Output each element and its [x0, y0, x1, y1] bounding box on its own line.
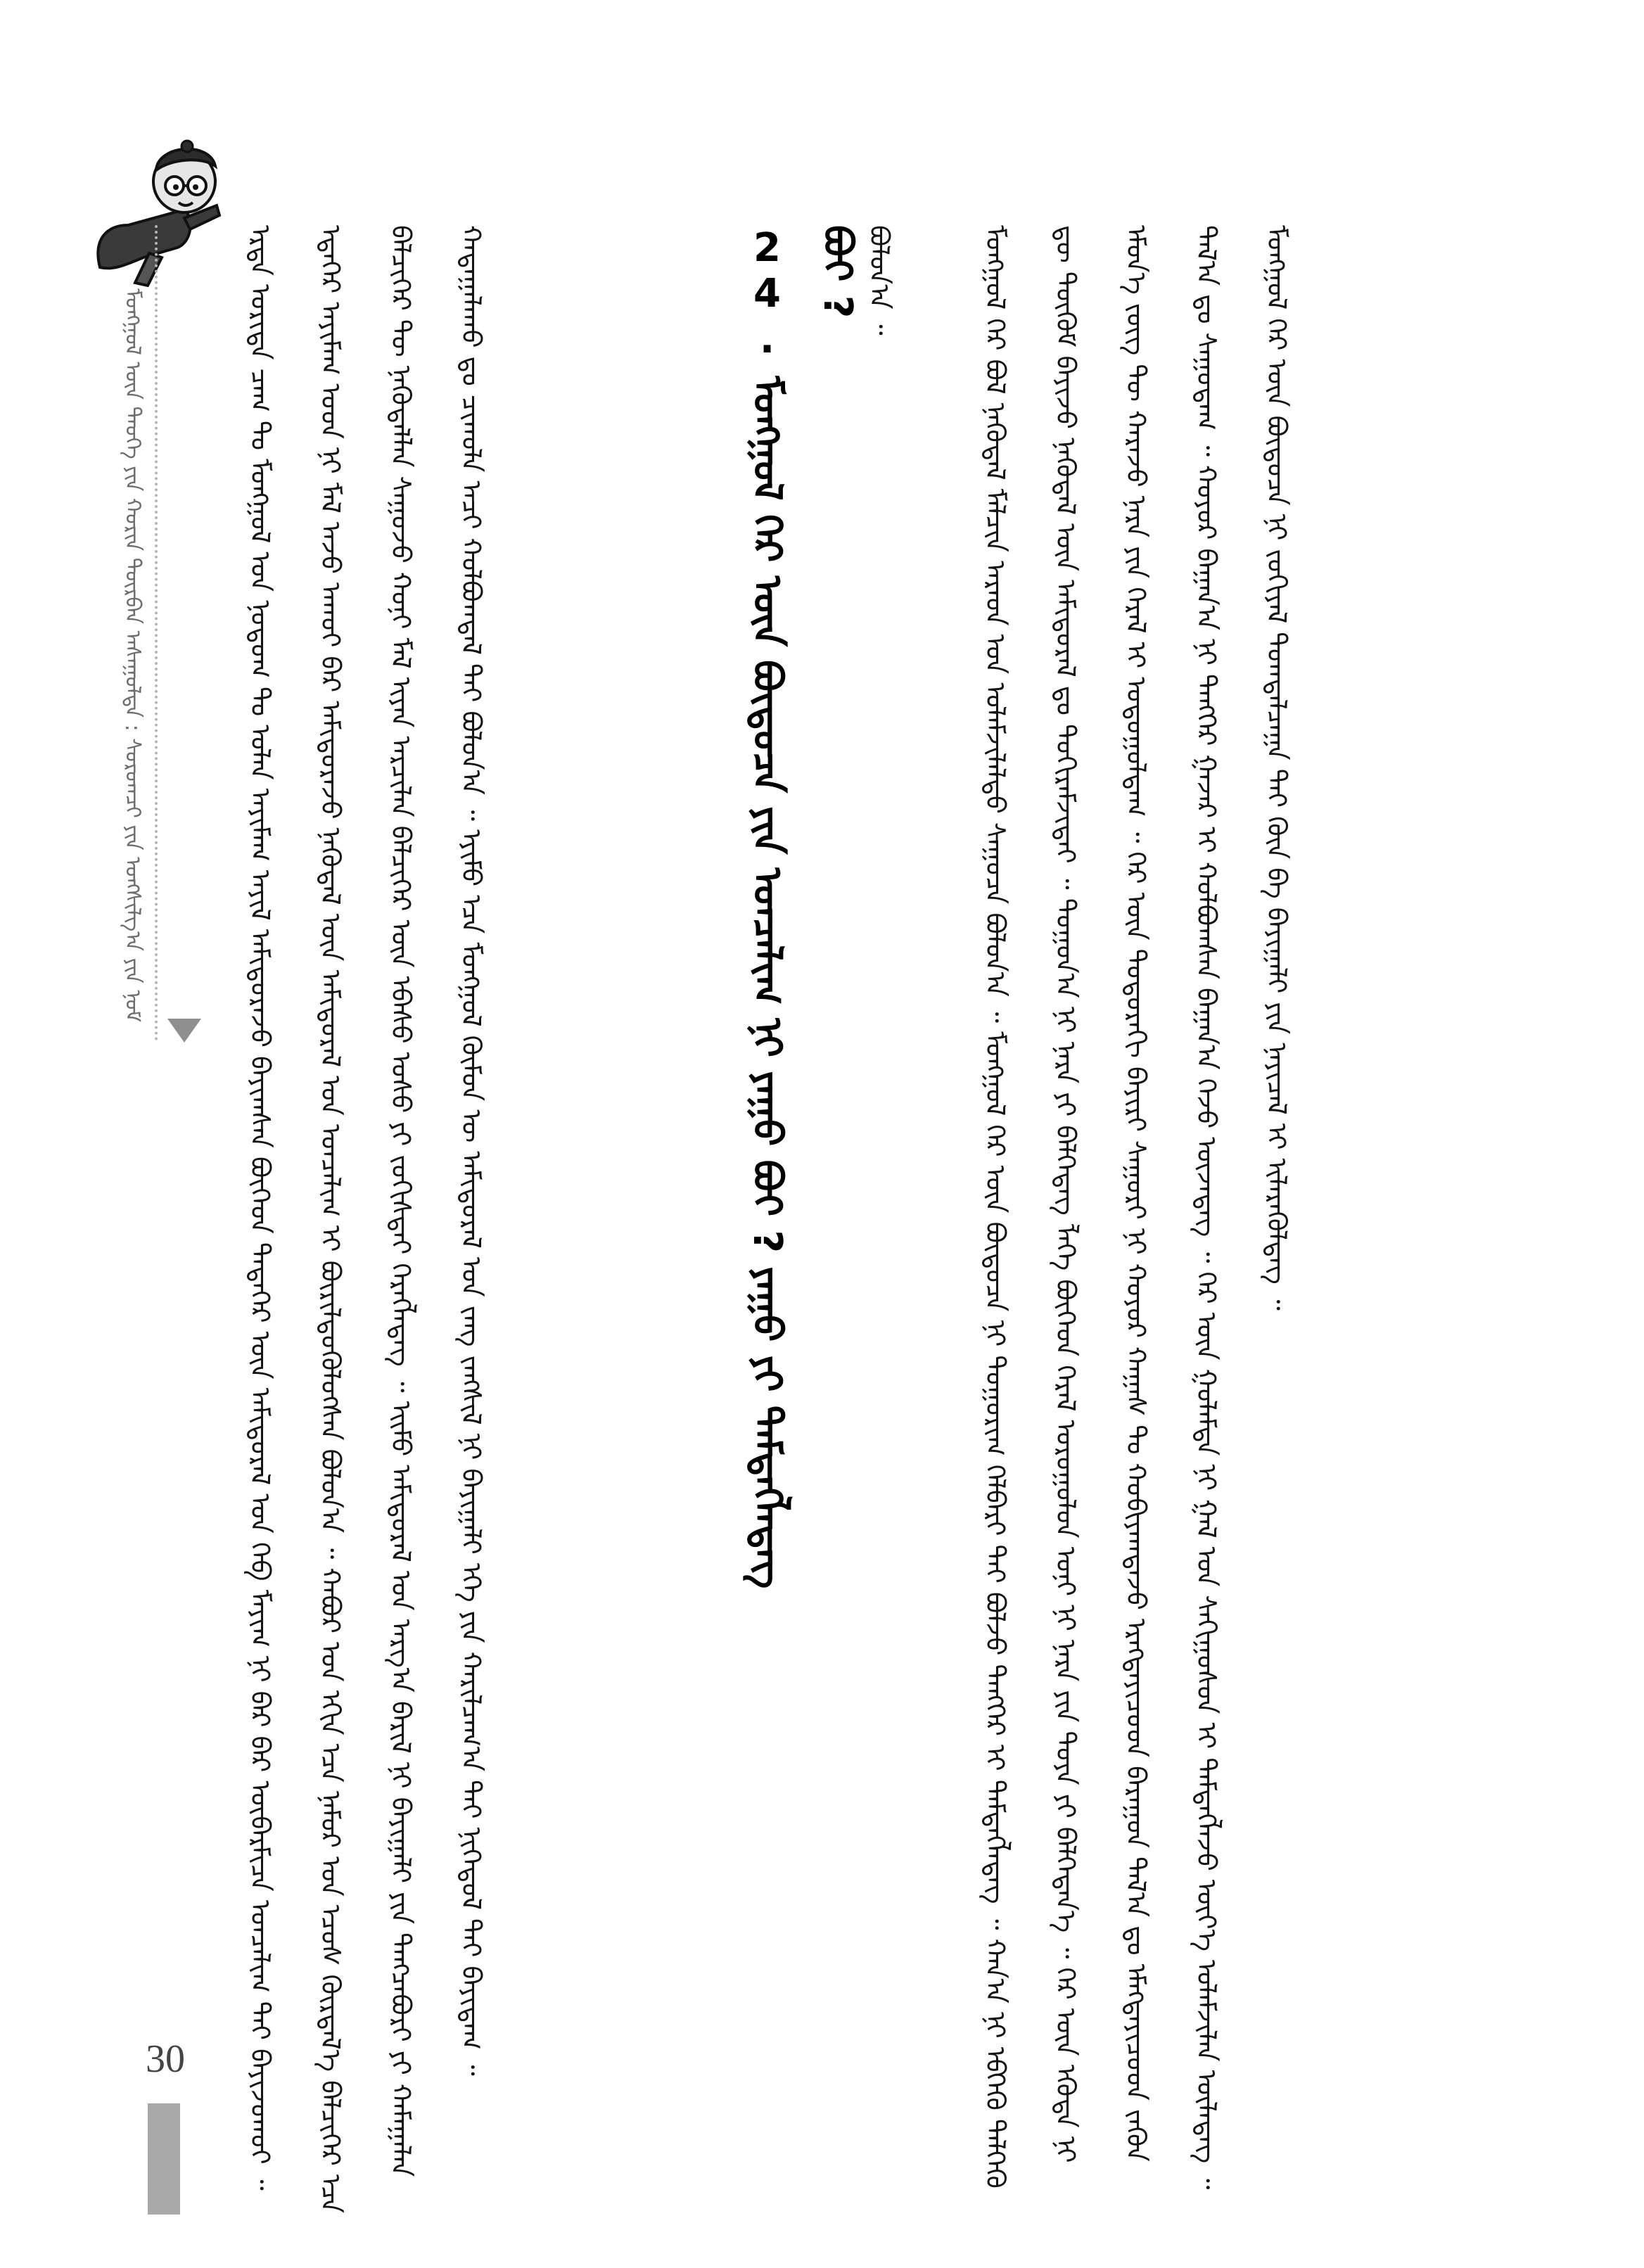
running-head-text: ᠮᠣᠩᠭᠣᠯ ᠦᠨ ᠲᠡᠦᠬᠡ ᠶᠢᠨ ᠬᠣᠷᠢᠨ ᠳᠥᠷᠪᠡᠨ ᠠᠰᠠᠭᠤᠯᠲᠠ : ᠰᠤᠷᠤᠭᠴᠢ ᠶᠢᠨ ᠤᠩᠰᠢᠯᠭ᠎ᠠ ᠶᠢᠨ ᠨᠣᠮ [120, 288, 145, 1022]
question-number: 24. [744, 225, 790, 362]
body-text-block-2: ᠮᠣᠩᠭᠣᠯ ᠭᠡᠷ ᠪᠣᠯ ᠨᠡᠬᠦᠳᠡᠯ ᠮᠠᠯᠴᠢᠨ ᠠᠷᠠᠳ ᠤᠨ ᠤᠯᠠᠮᠵᠢᠯᠠᠯᠲᠤ ᠰᠠᠭᠤᠴᠠ ᠪᠣᠯᠤᠨ᠎ᠠ ᠃ ᠮᠣᠩᠭᠣᠯ ᠭᠡᠷ ᠦᠨ ᠪᠦᠲᠦᠴᠡ ᠨᠢ ᠲᠣᠭᠣᠷᠢᠭ ᠬᠡᠯᠪᠡᠷᠢ ᠲᠡᠢ ᠪᠣᠯᠵᠤ ᠲᠡᠩᠭᠡᠷ ᠢ ᠲᠡᠮᠳᠡᠭᠯᠡᠳᠡᠭ ᠃ ᠬᠠᠨ᠎ᠠ ᠨᠢ ᠡᠪᠬᠡᠬᠦ ᠳᠡᠯᠭᠡᠬᠦ ᠳᠦ ᠳᠥᠬᠦᠮ ᠪᠠᠶᠢᠵᠤ ᠨᠡᠬᠦᠳᠡᠯ ᠦᠨ ᠠᠮᠢᠳᠤᠷᠠᠯ ᠳᠤ ᠲᠣᠬᠢᠷᠠᠮᠵᠢᠲᠠᠶ ᠃ ᠲᠣᠭᠣᠨ᠎ᠠ ᠨᠢ ᠨᠠᠷᠠ ᠶᠢ ᠪᠡᠯᠭᠡᠳᠡᠭ ᠯᠡᠭᠡ ᠪᠥᠭᠡᠳ ᠭᠡᠷᠡᠯ ᠣᠷᠣᠭᠤᠯᠤᠨ ᠤᠨᠢ ᠨᠢ ᠨᠠᠷᠠ ᠶᠢᠨ ᠲᠤᠶᠠ ᠶᠢ ᠪᠡᠯᠭᠡᠳᠡᠨ᠎ᠡ ᠃ ᠭᠡᠷ ᠦᠨ ᠡᠭᠦᠳᠡ ᠨᠢ ᠡᠮᠦᠨ᠎ᠡ ᠵᠦᠭ ᠲᠦ ᠬᠠᠷᠠᠵᠤ ᠨᠠᠷᠠ ᠶᠢᠨ ᠭᠡᠷᠡᠯ ᠢ ᠤᠳᠤᠭᠤᠯᠳᠠᠭ ᠃ ᠭᠡᠷ ᠦᠨ ᠳᠣᠲᠣᠷᠠᠬᠢ ᠪᠠᠶᠢᠷᠢ ᠰᠠᠭᠤᠷᠢ ᠨᠢ ᠬᠣᠶᠣᠷ ᠬᠠᠭᠠᠰ ᠲᠤ ᠬᠤᠪᠢᠶᠠᠭᠳᠠᠵᠤ ᠡᠷᠡᠭᠲᠡᠶᠢᠴᠦᠳ ᠪᠠᠷᠠᠭᠤᠨ ᠲᠠᠯ᠎ᠠ ᠳᠤ ᠡᠮᠡᠭᠲᠡᠶᠢᠴᠦᠳ ᠵᠡᠭᠦᠨ ᠲᠠᠯ᠎ᠠ ᠳᠤ ᠰᠠᠭᠤᠳᠠᠭ ᠃ ᠬᠣᠶᠣᠷ ᠪᠠᠭᠠᠨ᠎ᠠ ᠨᠢ ᠲᠡᠩᠭᠡᠷ ᠭᠠᠵᠠᠷ ᠢ ᠬᠣᠯᠪᠣᠭᠰᠠᠨ ᠪᠠᠭᠠᠨ᠎ᠠ ᠭᠡᠵᠦ ᠦᠵᠡᠳᠡᠭ ᠃ ᠭᠡᠷ ᠦᠨ ᠭᠣᠯᠠᠮᠲᠠ ᠨᠢ ᠭᠠᠯ ᠤᠨ ᠰᠠᠬᠢᠭᠤᠰᠤᠨ ᠢ ᠲᠡᠮᠳᠡᠭᠯᠡᠵᠦ ᠦᠶ᠎ᠡ ᠤᠯᠠᠮᠵᠢᠯᠠᠨ ᠦᠯᠡᠳᠡᠭ ᠃ ᠮᠣᠩᠭᠣᠯ ᠭᠡᠷ ᠦᠨ ᠪᠦᠲᠦᠴᠡ ᠨᠢ ᠵᠣᠬᠢᠶᠠᠯ ᠲᠣᠭᠲᠠᠯᠴᠠᠭᠠ ᠲᠠᠶ ᠬᠦᠨ ᠪᠠ ᠪᠠᠶᠢᠭᠠᠯᠢ ᠶᠢᠨ ᠨᠡᠶᠢᠴᠡᠯ ᠢ ᠢᠯᠡᠷᠡᠭᠦᠯᠳᠡᠭ ᠃ [980, 225, 1292, 2190]
question-heading [732, 225, 860, 1590]
page-number: 30 [146, 2037, 185, 2081]
body-text-block-1: ᠡᠷᠲᠡ ᠤᠷᠢᠳᠠ ᠴᠠᠭ ᠲᠤ ᠮᠣᠩᠭᠣᠯ ᠤᠨ ᠨᠤᠲᠤᠭ ᠲᠤ ᠣᠯᠠᠨ ᠠᠶᠢᠮᠠᠭ ᠠᠶᠢᠯ ᠠᠮᠢᠳᠤᠷᠠᠵᠤ ᠪᠠᠶᠢᠭᠰᠠᠨ ᠪᠥᠭᠡᠳ ᠲᠡᠳᠡᠭᠡᠷ ᠦᠨ ᠠᠮᠢᠳᠤᠷᠠᠯ ᠤᠨ ᠬᠡᠪ ᠮᠠᠶᠢᠭ ᠨᠢ ᠪᠡᠷ ᠪᠡᠷ ᠦᠪᠡᠷᠮᠢᠴᠡ ᠣᠨᠴᠠᠯᠢᠭ ᠲᠠᠶ ᠪᠠᠶᠢᠵᠤᠬᠤᠢ ᠃ ᠡᠳᠡᠭᠡᠷ ᠠᠶᠢᠮᠠᠭ ᠤᠳ ᠨᠢ ᠮᠠᠯ ᠠᠵᠤ ᠠᠬᠤᠢ ᠪᠡᠷ ᠠᠮᠢᠳᠤᠷᠠᠵᠤ ᠨᠡᠬᠦᠳᠡᠯ ᠦᠨ ᠠᠮᠢᠳᠤᠷᠠᠯ ᠤᠨ ᠣᠨᠴᠠᠯᠢᠭ ᠢ ᠪᠦᠷᠢᠯᠳᠦᠭᠦᠯᠦᠭᠰᠡᠨ ᠪᠣᠯᠤᠨ᠎ᠠ ᠃ ᠬᠠᠪᠤᠷ ᠤᠨ ᠡᠬᠢᠨ ᠡᠴᠡ ᠨᠠᠮᠤᠷ ᠤᠨ ᠡᠴᠦᠰ ᠬᠦᠷᠲᠡᠯ᠎ᠡ ᠪᠡᠯᠴᠢᠭᠡᠷ ᠡᠴᠡ ᠪᠡᠯᠴᠢᠭᠡᠷ ᠲᠦ ᠨᠡᠬᠦᠳᠡᠯᠯᠡᠨ ᠰᠠᠭᠤᠵᠤ ᠬᠣᠨᠢ ᠮᠠᠯ ᠢᠶᠠᠨ ᠠᠷᠴᠢᠯᠠᠨ ᠪᠡᠯᠴᠢᠭᠡᠷ ᠦᠨ ᠡᠪᠡᠰᠦ ᠤᠰᠤ ᠶᠢ ᠵᠣᠬᠢᠰᠲᠠᠶ ᠬᠡᠷᠡᠭᠯᠡᠳᠡᠭ ᠃ ᠡᠢᠮᠦ ᠠᠮᠢᠳᠤᠷᠠᠯ ᠤᠨ ᠠᠷᠭ᠎ᠠ ᠪᠠᠷᠢᠯ ᠨᠢ ᠪᠠᠶᠢᠭᠠᠯᠢ ᠶᠢᠨ ᠲᠡᠩᠴᠡᠪᠦᠷᠢ ᠶᠢ ᠬᠠᠮᠠᠭᠠᠯᠠᠨ ᠬᠠᠳᠠᠭᠠᠯᠠᠬᠤ ᠳᠤ ᠴᠢᠬᠤᠯᠠ ᠠᠴᠢ ᠬᠣᠯᠪᠣᠭᠳᠠᠯ ᠲᠠᠶ ᠪᠣᠯᠤᠨ᠎ᠠ ᠃ ᠡᠶᠢᠮᠦ ᠡᠴᠡ ᠮᠣᠩᠭᠣᠯ ᠬᠦᠮᠦᠨ ᠦ ᠠᠮᠢᠳᠤᠷᠠᠯ ᠤᠨ ᠵᠠᠩ ᠵᠠᠩᠰᠢᠯ ᠨᠢ ᠪᠠᠶᠢᠭᠠᠯᠢ ᠡᠬᠡ ᠶᠢᠨ ᠬᠠᠷᠢᠯᠴᠠᠭ᠎ᠠ ᠲᠠᠶ ᠨᠢᠭᠡᠳᠦᠯ ᠲᠡᠢ ᠪᠠᠶᠢᠳᠠᠭ ᠃ [245, 225, 487, 2214]
running-head [113, 225, 158, 1041]
question-heading-text: ᠮᠣᠩᠭᠣᠯ ᠭᠡᠷ ᠦᠨ ᠪᠦᠲᠦᠴᠡ ᠶᠢᠨ ᠣᠨᠴᠠᠯᠢᠭ ᠨᠢ ᠶᠠᠭᠤ ᠪᠤᠢ ? ᠶᠠᠭᠤ ᠶᠢ ᠲᠡᠮᠳᠡᠭᠯᠡᠳᠡᠭ ᠪᠤᠢ ? [744, 225, 860, 1589]
page-edge-tab [148, 2103, 180, 2215]
triangle-down-icon [167, 1019, 201, 1043]
body-text-closing-line: ᠪᠣᠯᠤᠨ᠎ᠠ ᠃ [864, 225, 895, 336]
